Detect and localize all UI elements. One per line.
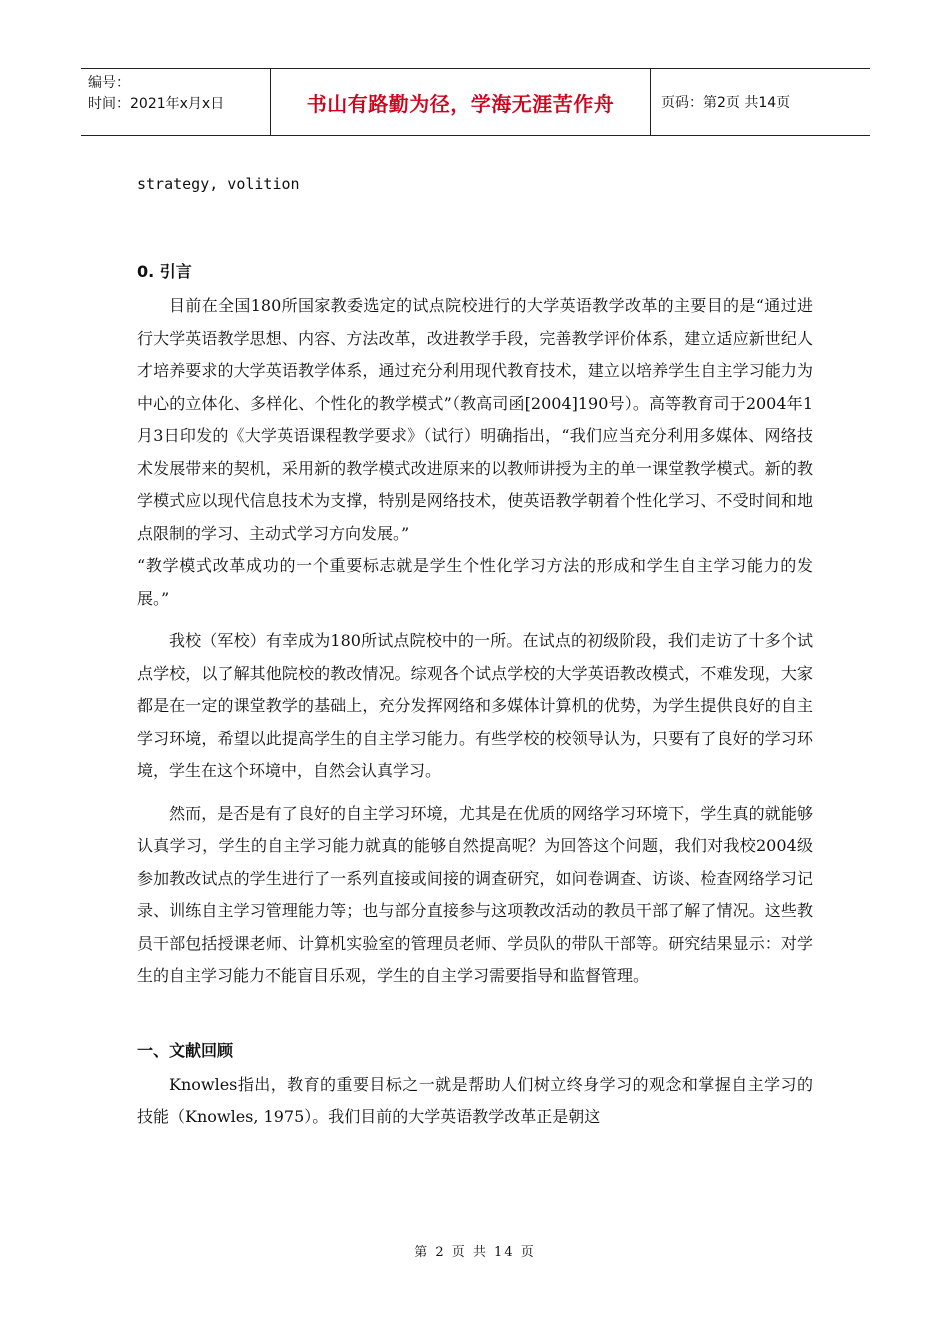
section-0-paragraph-1: 目前在全国180所国家教委选定的试点院校进行的大学英语教学改革的主要目的是“通过进行大学英语教学思想、内容、方法改革，改进教学手段，完善教学评价体系，建立适应新世纪人才培养要求的大学英语教学体系，通过充分利用现代教育技术，建立以培养学生自主学习能力为中心的立体化、多样化、个性化的教学模式”（教高司函[2004]190号）。高等教育司于2004年1月3日印发的《大学英语课程教学要求》（试行）明确指出，“我们应当充分利用多媒体、网络技术发展带来的契机，采用新的教学模式改进原来的以教师讲授为主的单一课堂教学模式。新的教学模式应以现代信息技术为支撑，特别是网络技术，使英语教学朝着个性化学习、不受时间和地点限制的学习、主动式学习方向发展。”	[137, 296, 813, 543]
section-0-title: 0. 引言	[137, 262, 192, 281]
header-time-label: 时间：2021年x月x日	[88, 96, 225, 112]
header-meta	[81, 69, 271, 135]
document-header	[81, 68, 870, 136]
section-0-paragraph-2: 我校（军校）有幸成为180所试点院校中的一所。在试点的初级阶段，我们走访了十多个试点学校，以了解其他院校的教改情况。综观各个试点学校的大学英语教改模式，不难发现，大家都是在一定的课堂教学的基础上，充分发挥网络和多媒体计算机的优势，为学生提供良好的自主学习环境，希望以此提高学生的自主学习能力。有些学校的校领导认为，只要有了良好的学习环境，学生在这个环境中，自然会认真学习。	[137, 631, 813, 780]
section-0-paragraph-1-quote: “教学模式改革成功的一个重要标志就是学生个性化学习方法的形成和学生自主学习能力的发展。”	[137, 556, 813, 608]
document-body	[137, 168, 813, 1134]
header-motto: 书山有路勤为径，学海无涯苦作舟	[271, 69, 651, 135]
header-number-label: 编号：	[88, 75, 130, 91]
keywords-tail: strategy, volition	[137, 175, 300, 193]
section-1-paragraph-1: Knowles指出，教育的重要目标之一就是帮助人们树立终身学习的观念和掌握自主学习的技能（Knowles, 1975）。我们目前的大学英语教学改革正是朝这	[137, 1074, 813, 1126]
section-1-title: 一、文献回顾	[137, 1040, 234, 1060]
header-page-info: 页码：第2页 共14页	[661, 95, 791, 111]
section-0-paragraph-3: 然而，是否是有了良好的自主学习环境，尤其是在优质的网络学习环境下，学生真的就能够认真学习，学生的自主学习能力就真的能够自然提高呢？为回答这个问题，我们对我校2004级参加教改试点的学生进行了一系列直接或间接的调查研究，如问卷调查、访谈、检查网络学习记录、训练自主学习管理能力等；也与部分直接参与这项教改活动的教员干部了解了情况。这些教员干部包括授课老师、计算机实验室的管理员老师、学员队的带队干部等。研究结果显示：对学生的自主学习能力不能盲目乐观，学生的自主学习需要指导和监督管理。	[137, 803, 813, 985]
page-footer: 第 2 页 共 14 页	[414, 1245, 536, 1260]
